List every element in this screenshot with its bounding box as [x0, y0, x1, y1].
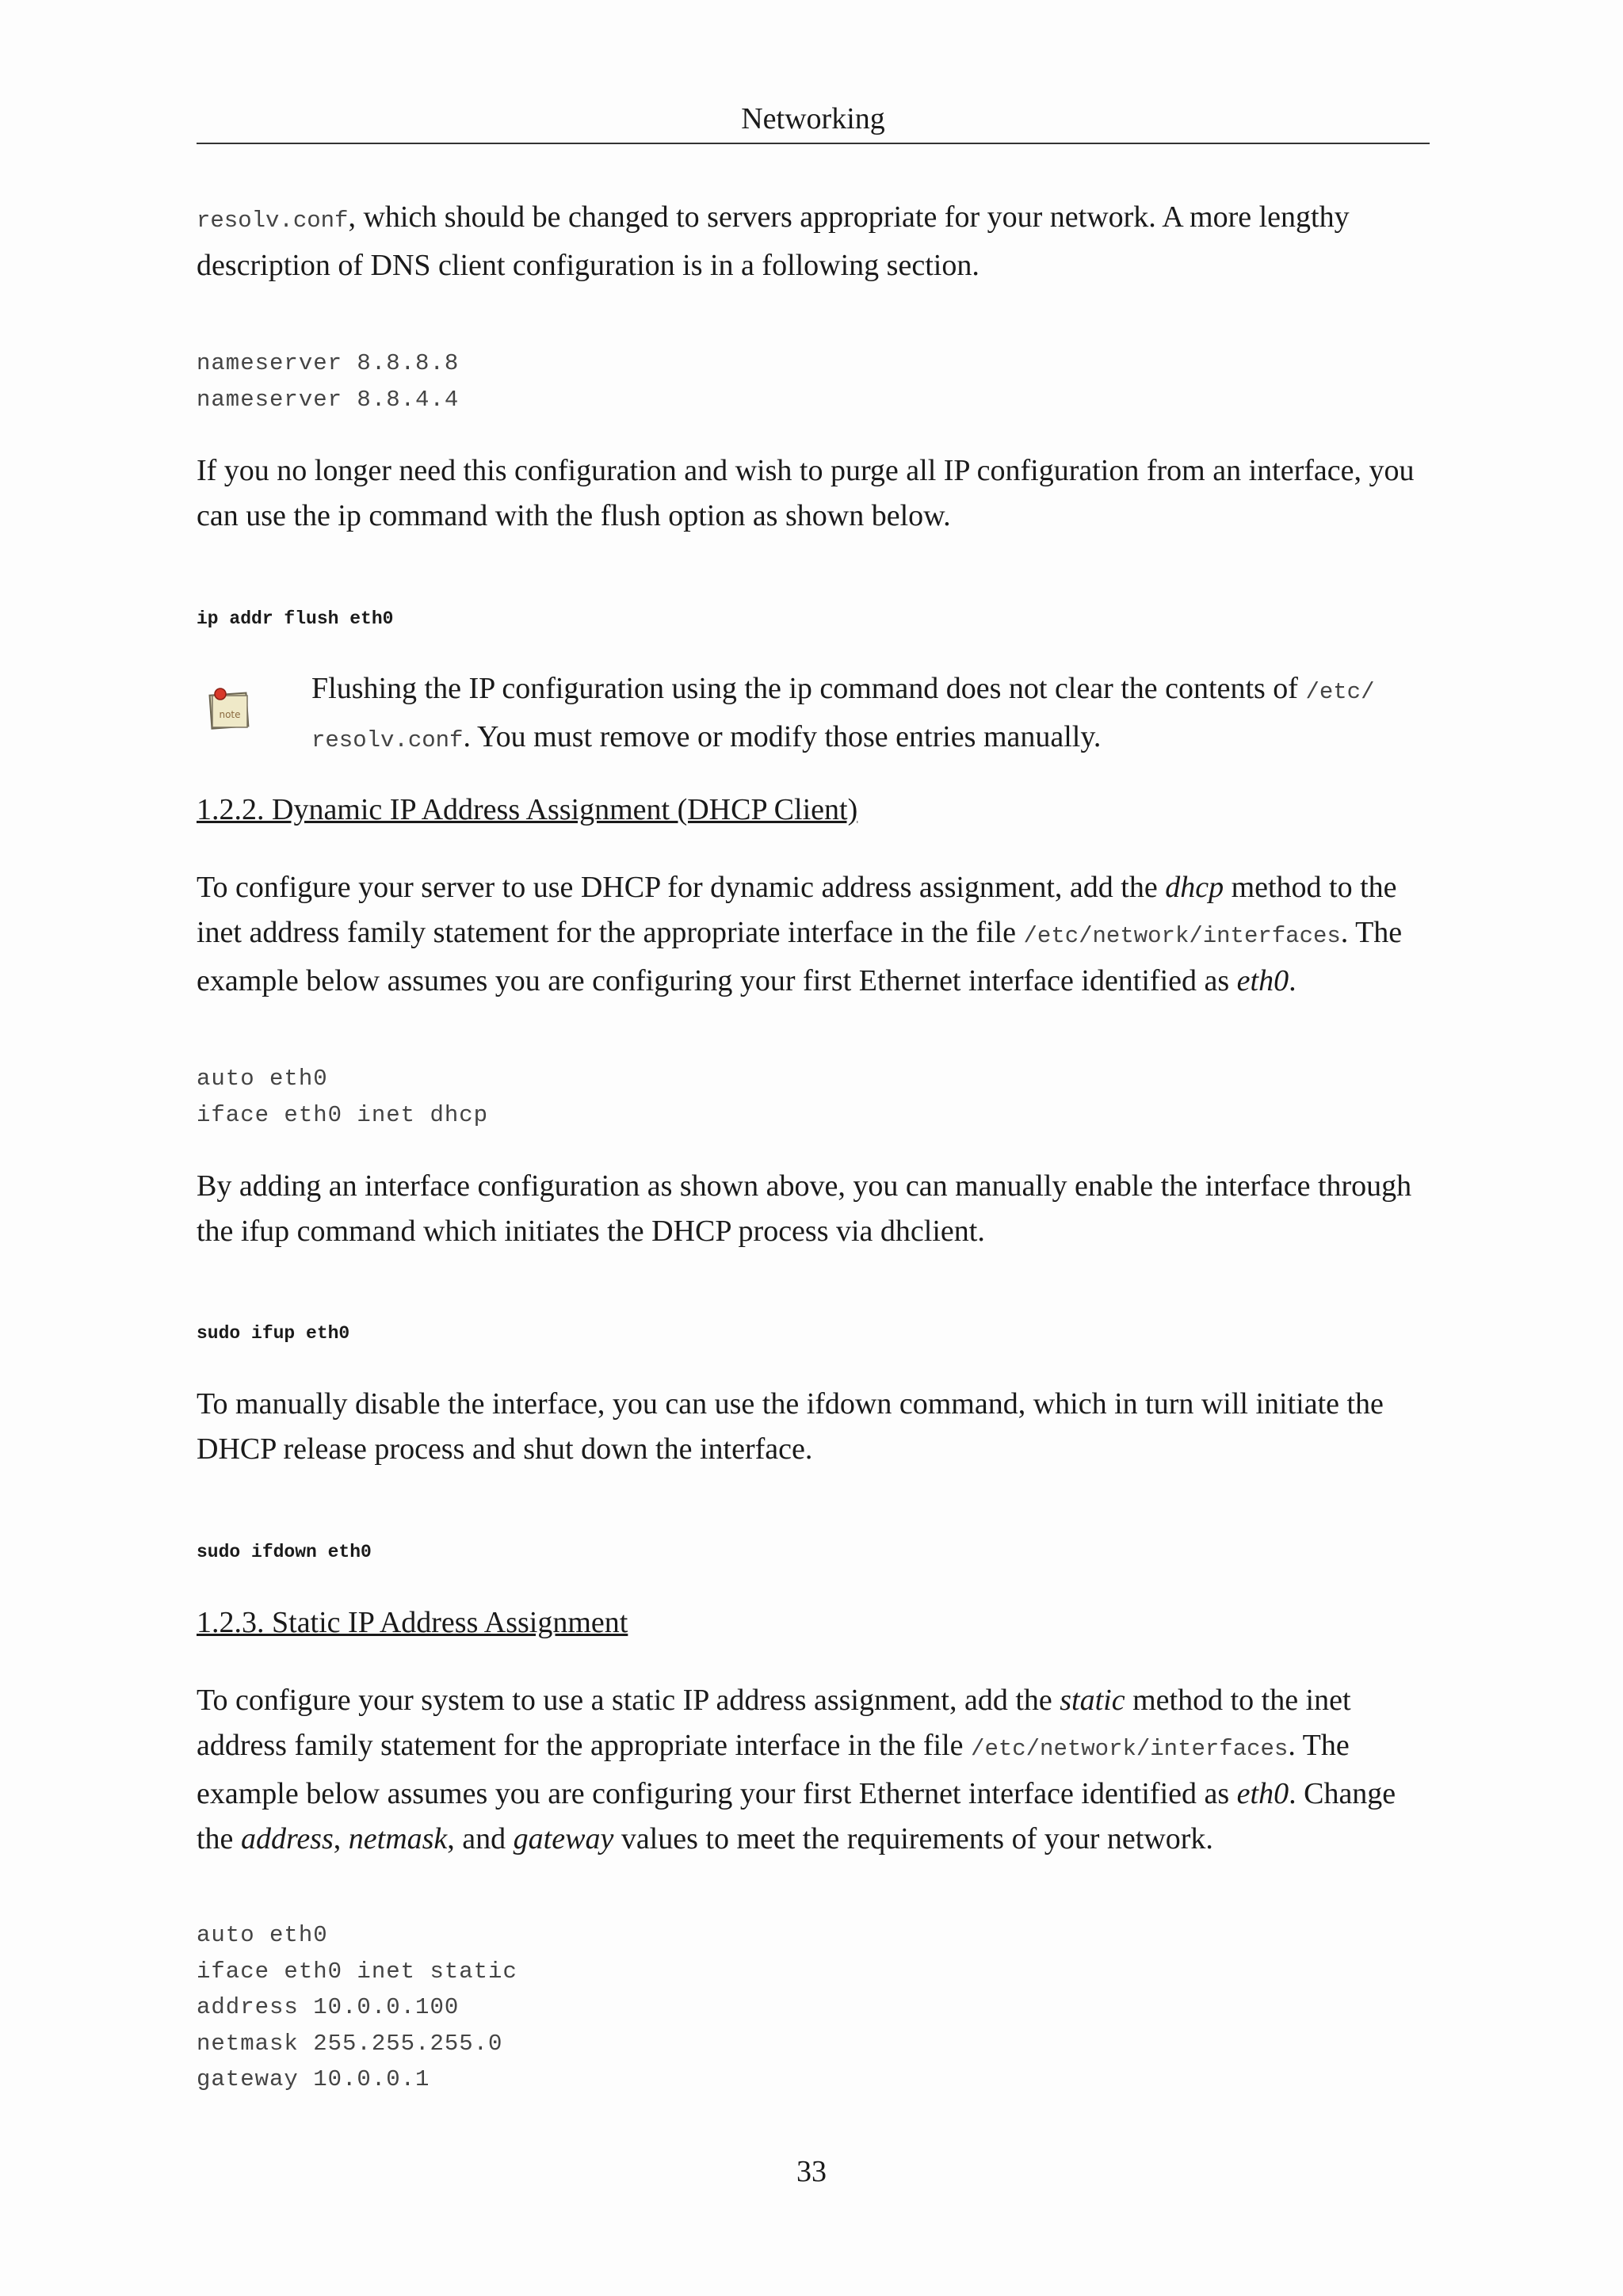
paragraph-resolv-conf: resolv.conf, which should be changed to servers appropriate for your network. A more lengthy description of DNS client configuration is in a following section. — [197, 200, 1350, 282]
paragraph-dhcp: To configure your server to use DHCP for dynamic address assignment, add the dhcp method to the inet address family statement for the appropriate interface in the file /etc/network/interfaces. The example below assumes you are configuring your first Ethernet interface identified as eth0. — [197, 871, 1403, 997]
interface-name: eth0 — [1236, 964, 1289, 997]
paragraph-ifdown: To manually disable the interface, you can use the ifdown command, which in turn will initiate the DHCP release process and shut down the interface. — [197, 1387, 1384, 1466]
inline-filename: resolv.conf — [197, 208, 349, 234]
method-static: static — [1060, 1684, 1125, 1717]
code-block-static: auto eth0 iface eth0 inet static address 10.0.0.100 netmask 255.255.255.0 gateway 10.0.0.1 — [197, 1922, 517, 2092]
command-ifup: sudo ifup eth0 — [197, 1323, 350, 1344]
section-heading-dhcp: 1.2.2. Dynamic IP Address Assignment (DHCP Client) — [197, 793, 858, 826]
command-ifdown: sudo ifdown eth0 — [197, 1542, 372, 1562]
interface-name: eth0 — [1236, 1777, 1289, 1810]
inline-path: /etc/ resolv.conf — [311, 679, 1375, 753]
field-gateway: gateway — [513, 1822, 614, 1855]
page-number: 33 — [796, 2155, 827, 2188]
paragraph-flush: If you no longer need this configuration and wish to purge all IP configuration from an interface, you can use the ip command with the flush option as shown below. — [197, 454, 1415, 532]
paragraph-ifup: By adding an interface configuration as shown above, you can manually enable the interface through the ifup command which initiates the DHCP process via dhclient. — [197, 1169, 1412, 1248]
inline-filename: /etc/network/interfaces — [1023, 923, 1341, 949]
note-text: Flushing the IP configuration using the ip command does not clear the contents of /etc/ resolv.conf. You must remove or modify those entries manually. — [311, 672, 1375, 753]
method-dhcp: dhcp — [1165, 871, 1224, 904]
code-block-nameservers: nameserver 8.8.8.8 nameserver 8.8.4.4 — [197, 350, 460, 413]
inline-filename: /etc/network/interfaces — [971, 1736, 1289, 1762]
running-header: Networking — [197, 95, 1430, 144]
svg-text:note: note — [219, 709, 241, 720]
section-heading-static: 1.2.3. Static IP Address Assignment — [197, 1606, 628, 1639]
field-netmask: netmask — [348, 1822, 448, 1855]
note-icon — [204, 683, 255, 734]
code-block-dhcp: auto eth0 iface eth0 inet dhcp — [197, 1066, 489, 1128]
paragraph-static: To configure your system to use a static IP address assignment, add the static method to the inet address family statement for the appropriate interface in the file /etc/network/interfaces. The example below assumes you are configuring your first Ethernet interface identified as eth0. Change the address, netmask, and gateway values to meet the requirements of your network. — [197, 1684, 1396, 1855]
field-address: address — [240, 1822, 334, 1855]
command-flush: ip addr flush eth0 — [197, 608, 394, 629]
